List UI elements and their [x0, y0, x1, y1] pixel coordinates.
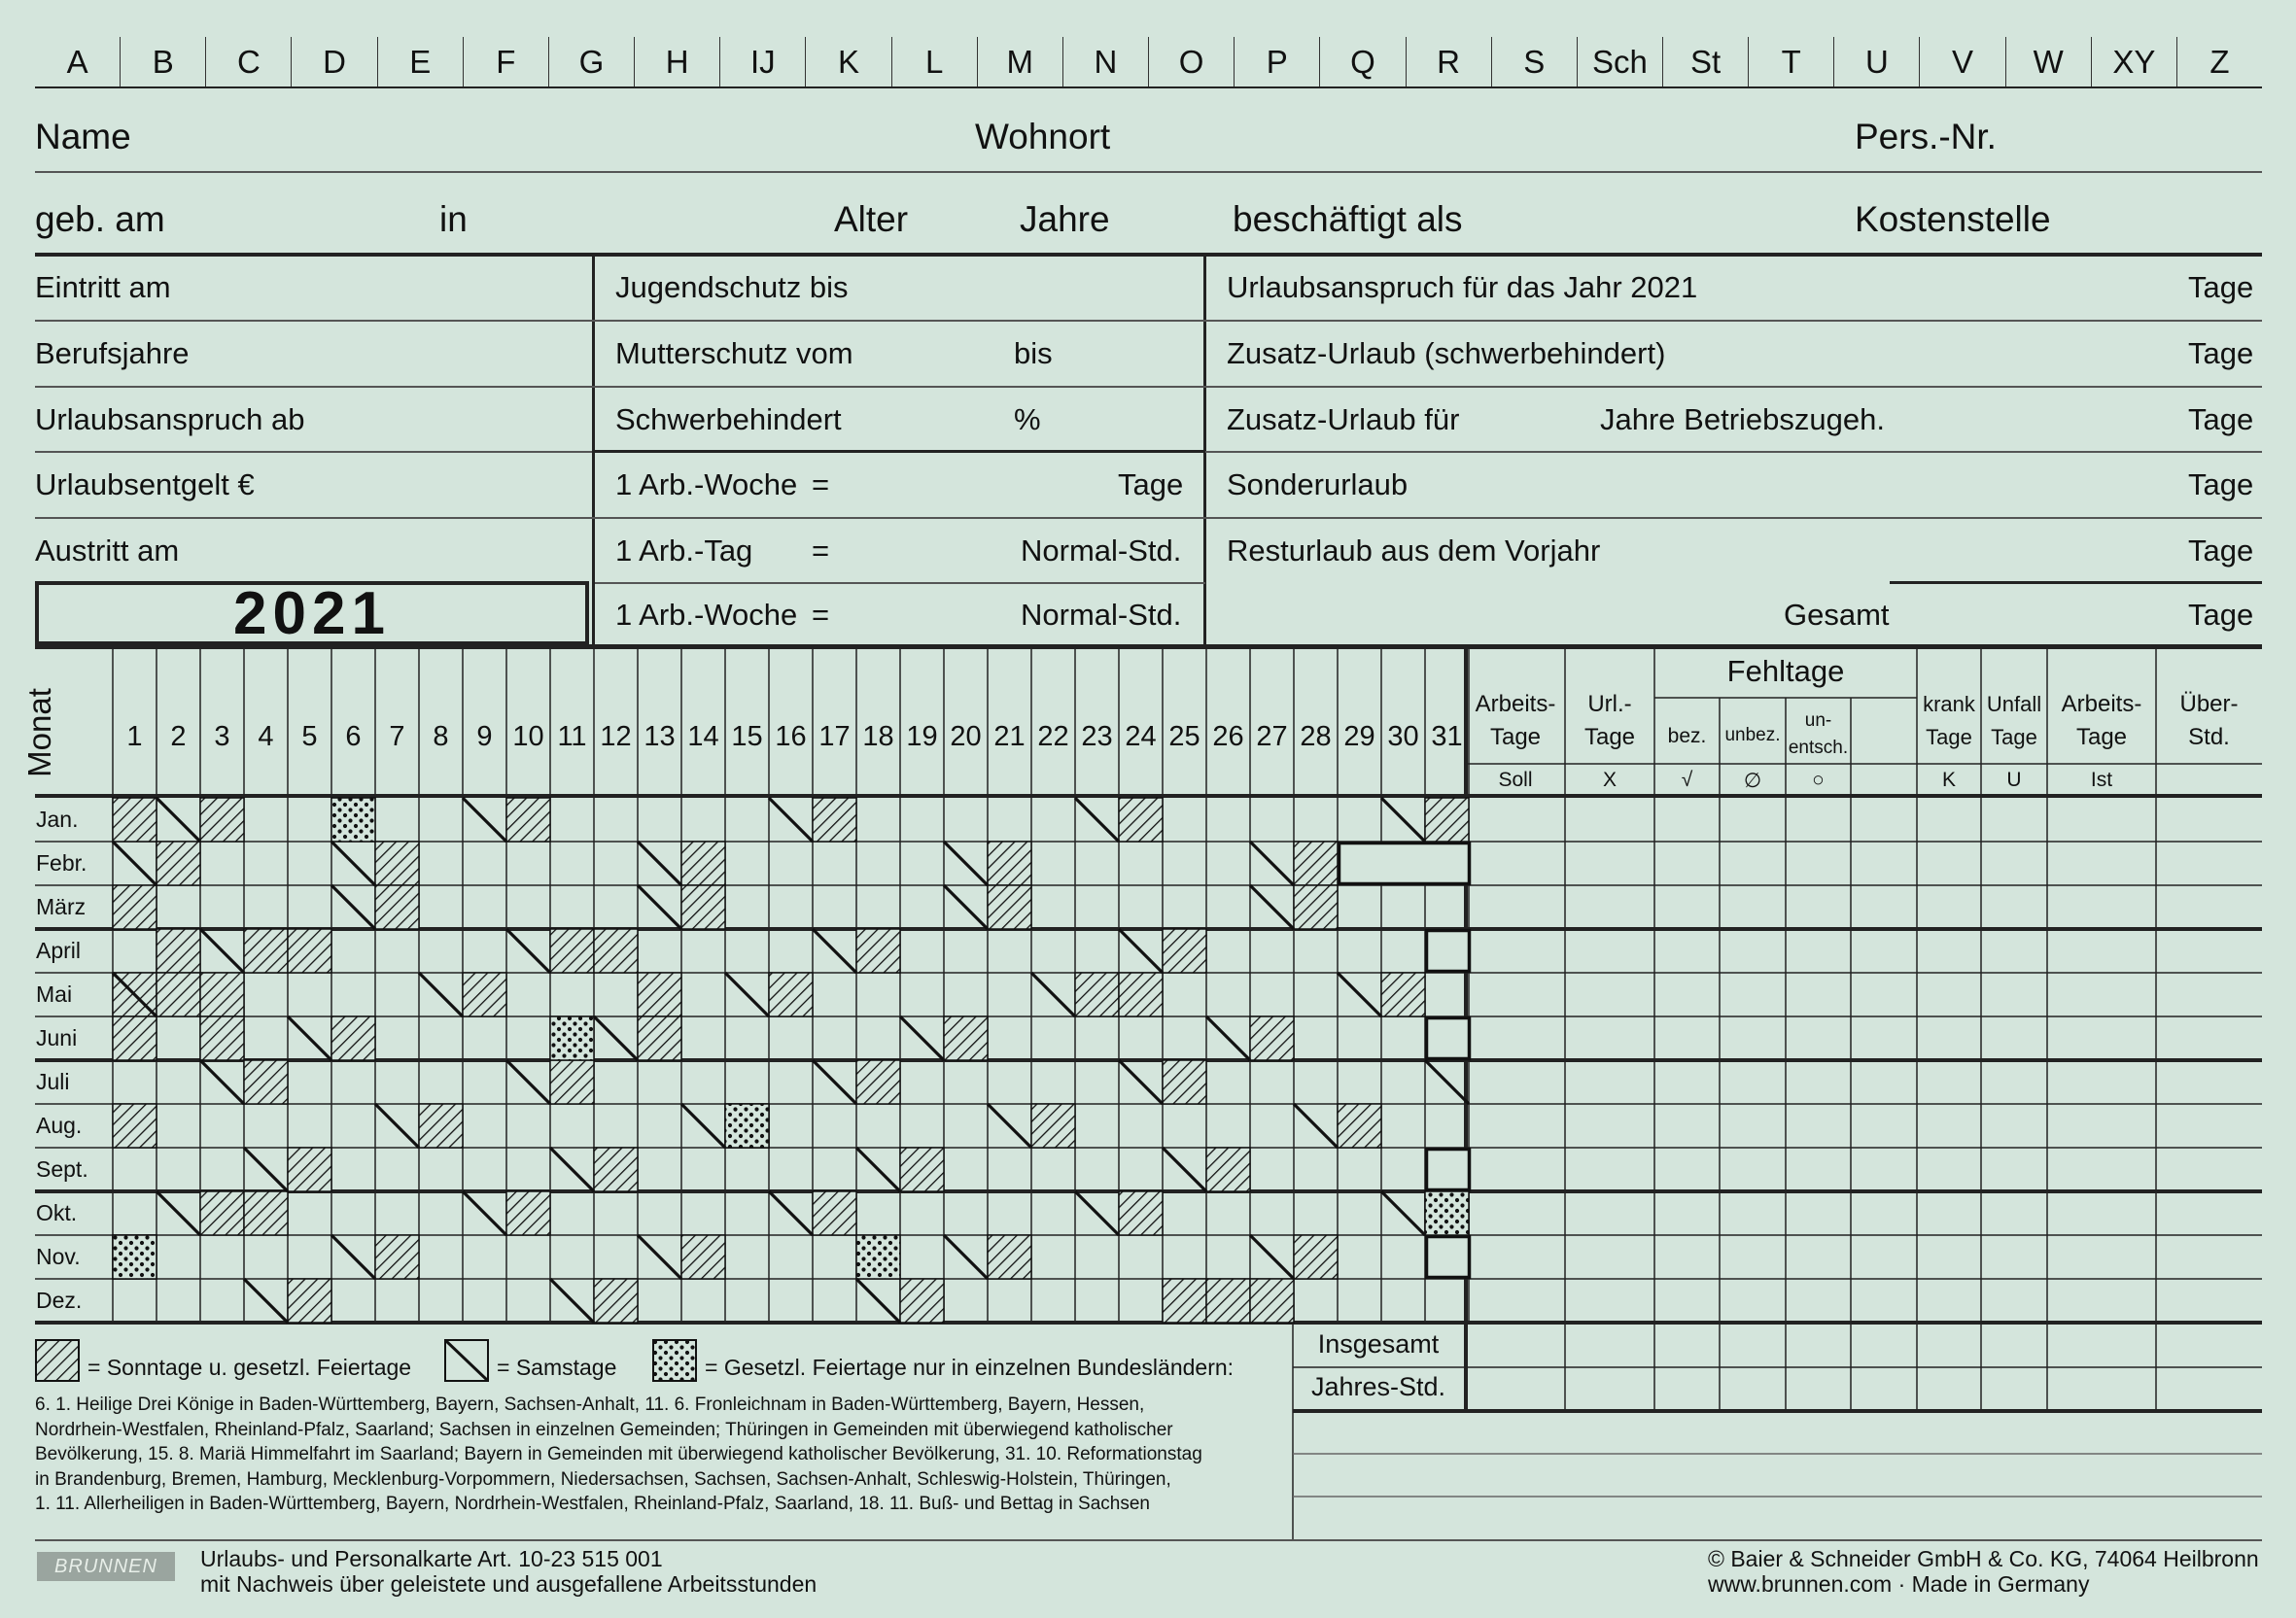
- alphabet-tab: L: [892, 37, 978, 86]
- percent-label: %: [1014, 402, 1041, 436]
- tage-unit: Tage: [2188, 336, 2254, 370]
- arbeitstage-ist-header: Arbeits- Tage: [2061, 691, 2142, 750]
- alphabet-tab: B: [121, 37, 206, 86]
- day-number: 6: [345, 721, 362, 752]
- saturday-cell: [856, 1279, 900, 1323]
- alphabet-tab: Q: [1320, 37, 1406, 86]
- saturday-cell: [638, 842, 681, 885]
- saturday-cell: [1163, 1148, 1206, 1191]
- day-number: 12: [600, 721, 632, 752]
- alphabet-tab: N: [1063, 37, 1149, 86]
- column-code: Ist: [2090, 769, 2113, 791]
- alphabet-tab: S: [1492, 37, 1578, 86]
- sunday-holiday-cell: [856, 929, 900, 973]
- saturday-cell: [288, 1016, 331, 1060]
- alphabet-tab: D: [292, 37, 377, 86]
- day-number: 24: [1125, 721, 1157, 752]
- eintritt-label: Eintritt am: [35, 270, 171, 304]
- column-code: ∅: [1743, 770, 1762, 792]
- month-name: Nov.: [36, 1244, 81, 1269]
- sunday-holiday-cell: [200, 973, 244, 1016]
- note-line: Bevölkerung, 15. 8. Mariä Himmelfahrt im Saarland; Bayern in Gemeinden mit überwiegend katholischer Bevölkerung, 31. 10. Reformationstag: [35, 1444, 1202, 1464]
- alphabet-tab: M: [978, 37, 1063, 86]
- regional-holiday-cell: [550, 1016, 594, 1060]
- sunday-holiday-cell: [594, 929, 638, 973]
- saturday-cell: [594, 1016, 638, 1060]
- saturday-cell: [1119, 1060, 1163, 1104]
- equals-sign: =: [812, 598, 830, 632]
- saturday-cell: [113, 842, 157, 885]
- footer-copyright: © Baier & Schneider GmbH & Co. KG, 74064 Heilbronn: [1708, 1546, 2259, 1571]
- saturday-cell: [988, 1104, 1031, 1148]
- column-code: X: [1602, 769, 1617, 791]
- saturday-cell: [157, 798, 200, 842]
- alphabet-tab: XY: [2092, 37, 2177, 86]
- nonexistent-day-cell: [1427, 1018, 1470, 1059]
- saturday-cell: [375, 1104, 419, 1148]
- footer-line2: mit Nachweis über geleistete und ausgefallene Arbeitsstunden: [200, 1571, 818, 1597]
- day-number: 29: [1343, 721, 1375, 752]
- saturday-cell: [1075, 1191, 1119, 1235]
- in-label: in: [439, 199, 468, 239]
- alphabet-tab: F: [464, 37, 549, 86]
- saturday-cell: [550, 1148, 594, 1191]
- url-tage-header: Url.- Tage: [1583, 691, 1636, 750]
- sunday-holiday-cell: [157, 973, 200, 1016]
- sunday-holiday-cell: [375, 1235, 419, 1279]
- saturday-cell: [200, 929, 244, 973]
- kostenstelle-label: Kostenstelle: [1855, 199, 2051, 239]
- regional-holiday-cell: [725, 1104, 769, 1148]
- sunday-holiday-cell: [200, 798, 244, 842]
- sunday-holiday-cell: [638, 973, 681, 1016]
- arbeitstage-soll-header: Arbeits- Tage: [1475, 691, 1556, 750]
- saturday-cell: [638, 1235, 681, 1279]
- saturday-cell: [506, 929, 550, 973]
- sunday-holiday-cell: [200, 1016, 244, 1060]
- saturday-cell: [200, 1060, 244, 1104]
- sunday-holiday-cell: [288, 1148, 331, 1191]
- note-line: 1. 11. Allerheiligen in Baden-Württemberg, Bayern, Nordrhein-Westfalen, Rheinland-Pfalz, Saarland, 18. 11. Buß- und Bettag in Sachsen: [35, 1494, 1150, 1514]
- ueberstunden-header: Über- Std.: [2179, 691, 2239, 750]
- brunnen-logo-text: BRUNNEN: [54, 1555, 157, 1577]
- arb-tag-label: 1 Arb.-Tag: [615, 534, 753, 568]
- tage-unit: Tage: [2188, 534, 2254, 568]
- alphabet-tab: C: [206, 37, 292, 86]
- regional-holiday-cell: [113, 1235, 157, 1279]
- unbez-header: unbez.: [1724, 725, 1781, 745]
- sunday-holiday-cell: [1250, 1016, 1294, 1060]
- day-number: 1: [126, 721, 143, 752]
- column-code: Soll: [1498, 769, 1533, 791]
- sunday-holiday-cell: [1294, 1235, 1338, 1279]
- alphabet-tab: U: [1834, 37, 1920, 86]
- legend-regional-text: = Gesetzl. Feiertage nur in einzelnen Bundesländern:: [705, 1355, 1235, 1380]
- krank-header: krank Tage: [1923, 692, 1975, 749]
- sunday-holiday-cell: [1119, 973, 1163, 1016]
- saturday-cell: [506, 1060, 550, 1104]
- alphabet-tab: R: [1407, 37, 1492, 86]
- day-number: 9: [476, 721, 493, 752]
- month-name: Jan.: [36, 807, 79, 832]
- footer-line1: Urlaubs- und Personalkarte Art. 10-23 515 001: [200, 1546, 663, 1571]
- alphabet-tab: V: [1920, 37, 2005, 86]
- jugendschutz-label: Jugendschutz bis: [615, 270, 849, 304]
- sunday-holiday-cell: [157, 929, 200, 973]
- saturday-cell: [944, 885, 988, 929]
- sunday-holiday-cell: [288, 929, 331, 973]
- alphabet-tab: O: [1149, 37, 1235, 86]
- sunday-holiday-cell: [1338, 1104, 1381, 1148]
- alphabet-tab: Z: [2209, 43, 2230, 80]
- saturday-cell: [1119, 929, 1163, 973]
- month-name: März: [36, 894, 87, 919]
- sunday-holiday-cell: [681, 885, 725, 929]
- sunday-holiday-cell: [1294, 842, 1338, 885]
- day-number: 7: [389, 721, 405, 752]
- alphabet-tab: A: [35, 37, 121, 86]
- bez-header: bez.: [1667, 725, 1707, 747]
- saturday-cell: [244, 1279, 288, 1323]
- fehltage-header: Fehltage: [1726, 654, 1845, 688]
- saturday-cell: [331, 1235, 375, 1279]
- saturday-cell: [1338, 973, 1381, 1016]
- monat-label: Monat: [20, 688, 57, 777]
- saturday-cell: [1425, 1060, 1469, 1104]
- saturday-cell: [1075, 798, 1119, 842]
- saturday-cell: [331, 885, 375, 929]
- saturday-cell: [900, 1016, 944, 1060]
- sunday-holiday-cell: [506, 1191, 550, 1235]
- tage-unit: Tage: [2188, 270, 2254, 304]
- nonexistent-day-cell: [1427, 1237, 1470, 1278]
- sunday-holiday-cell: [244, 1191, 288, 1235]
- name-label: Name: [35, 117, 131, 156]
- alphabet-tab: G: [549, 37, 635, 86]
- urlaubsentgelt-label: Urlaubsentgelt €: [35, 467, 255, 501]
- equals-sign: =: [812, 534, 830, 568]
- day-number: 11: [557, 721, 587, 752]
- legend-sunday-text: = Sonntage u. gesetzl. Feiertage: [87, 1355, 412, 1380]
- day-number: 27: [1256, 721, 1288, 752]
- sunday-holiday-cell: [1425, 798, 1469, 842]
- day-number: 30: [1387, 721, 1419, 752]
- alphabet-tab: H: [635, 37, 720, 86]
- sunday-holiday-cell: [900, 1279, 944, 1323]
- sunday-holiday-cell: [681, 1235, 725, 1279]
- arb-woche-2-label: 1 Arb.-Woche: [615, 598, 798, 632]
- legend-saturday-swatch: [444, 1339, 489, 1382]
- sunday-holiday-cell: [638, 1016, 681, 1060]
- urlaubsanspruch-ab-label: Urlaubsanspruch ab: [35, 402, 305, 436]
- column-code: K: [1941, 769, 1956, 791]
- saturday-cell: [463, 1191, 506, 1235]
- arb-woche-label: 1 Arb.-Woche: [615, 467, 798, 501]
- jahre-label: Jahre: [1020, 199, 1110, 239]
- month-name: Mai: [36, 981, 73, 1007]
- saturday-cell: [419, 973, 463, 1016]
- saturday-cell: [1294, 1104, 1338, 1148]
- nonexistent-day-cell: [1339, 843, 1470, 884]
- tage-unit: Tage: [2188, 402, 2254, 436]
- column-code: U: [2006, 769, 2022, 791]
- sunday-holiday-cell: [463, 973, 506, 1016]
- day-number: 5: [301, 721, 318, 752]
- saturday-cell: [1250, 842, 1294, 885]
- alphabet-tab: Sch: [1578, 37, 1663, 86]
- sunday-holiday-cell: [244, 929, 288, 973]
- sunday-holiday-cell: [113, 1016, 157, 1060]
- saturday-cell: [550, 1279, 594, 1323]
- monat-label-container: [20, 671, 78, 787]
- day-number: 28: [1300, 721, 1332, 752]
- day-number: 8: [433, 721, 449, 752]
- saturday-cell: [1381, 798, 1425, 842]
- mutterschutz-bis-label: bis: [1014, 336, 1053, 370]
- sunday-holiday-cell: [856, 1060, 900, 1104]
- month-name: Dez.: [36, 1288, 83, 1313]
- month-name: Juni: [36, 1025, 78, 1050]
- saturday-cell: [813, 1060, 856, 1104]
- saturday-cell: [769, 798, 813, 842]
- saturday-cell: [244, 1148, 288, 1191]
- day-number: 2: [170, 721, 187, 752]
- day-number: 15: [731, 721, 763, 752]
- alphabet-tab: P: [1235, 37, 1320, 86]
- saturday-cell: [813, 929, 856, 973]
- arb-woche-normal-label: Normal-Std.: [1021, 598, 1182, 632]
- day-number: 4: [258, 721, 274, 752]
- legend-regional-swatch: [652, 1339, 697, 1382]
- zusatz-urlaub-sb-label: Zusatz-Urlaub (schwerbehindert): [1227, 336, 1666, 370]
- day-number: 22: [1037, 721, 1069, 752]
- regional-holiday-cell: [1425, 1191, 1469, 1235]
- betriebszugeh-label: Jahre Betriebszugeh.: [1600, 402, 1885, 436]
- gesamt-label: Gesamt: [1784, 598, 1890, 632]
- zusatz-urlaub-fuer-label: Zusatz-Urlaub für: [1227, 402, 1460, 436]
- month-name: April: [36, 938, 82, 963]
- urlaubsanspruch-jahr-label: Urlaubsanspruch für das Jahr 2021: [1227, 270, 1698, 304]
- nonexistent-day-cell: [1427, 1150, 1470, 1190]
- sunday-holiday-cell: [550, 929, 594, 973]
- sunday-holiday-cell: [900, 1148, 944, 1191]
- sunday-holiday-cell: [1206, 1148, 1250, 1191]
- alter-label: Alter: [834, 199, 909, 239]
- sunday-holiday-cell: [594, 1148, 638, 1191]
- sunday-holiday-cell: [1206, 1279, 1250, 1323]
- sunday-holiday-cell: [1294, 885, 1338, 929]
- legend-saturday-text: = Samstage: [497, 1355, 617, 1380]
- day-number: 19: [906, 721, 938, 752]
- alphabet-tab: K: [806, 37, 891, 86]
- day-number: 21: [993, 721, 1026, 752]
- regional-holiday-cell: [856, 1235, 900, 1279]
- day-number: 31: [1431, 721, 1463, 752]
- beschaeftigt-label: beschäftigt als: [1233, 199, 1463, 239]
- jahres-std-label: Jahres-Std.: [1310, 1372, 1446, 1401]
- year-value: 2021: [233, 579, 391, 647]
- sunday-holiday-cell: [419, 1104, 463, 1148]
- saturday-cell: [944, 1235, 988, 1279]
- saturday-cell: [1031, 973, 1075, 1016]
- brunnen-logo: [37, 1552, 175, 1581]
- alphabet-tab: St: [1663, 37, 1749, 86]
- holiday-note: [35, 1393, 1279, 1517]
- berufsjahre-label: Berufsjahre: [35, 336, 190, 370]
- sunday-holiday-cell: [988, 842, 1031, 885]
- sunday-holiday-cell: [813, 1191, 856, 1235]
- saturday-cell: [1250, 885, 1294, 929]
- equals-sign: =: [812, 467, 830, 501]
- saturday-cell: [1381, 1191, 1425, 1235]
- saturday-cell: [944, 842, 988, 885]
- note-line: in Brandenburg, Bremen, Hamburg, Mecklenburg-Vorpommern, Niedersachsen, Sachsen, Sachsen-Anhalt, Schleswig-Holstein, Thüringen,: [35, 1468, 1171, 1490]
- sunday-holiday-cell: [594, 1279, 638, 1323]
- alphabet-tab: IJ: [720, 37, 806, 86]
- note-line: 6. 1. Heilige Drei Könige in Baden-Württemberg, Bayern, Sachsen-Anhalt, 11. 6. Fronleichnam in Baden-Württemberg, Bayern, Hessen,: [35, 1394, 1145, 1415]
- saturday-cell: [157, 1191, 200, 1235]
- day-number: 25: [1168, 721, 1200, 752]
- resturlaub-label: Resturlaub aus dem Vorjahr: [1227, 534, 1601, 568]
- unfall-header: Unfall Tage: [1986, 692, 2042, 749]
- sunday-holiday-cell: [1250, 1279, 1294, 1323]
- saturday-cell: [638, 885, 681, 929]
- tage-unit: Tage: [2188, 467, 2254, 501]
- day-number: 18: [862, 721, 894, 752]
- month-name: Okt.: [36, 1200, 78, 1225]
- saturday-cell: [463, 798, 506, 842]
- sunday-holiday-cell: [988, 885, 1031, 929]
- month-name: Sept.: [36, 1156, 88, 1182]
- geb-am-label: geb. am: [35, 199, 165, 239]
- sunday-holiday-cell: [331, 1016, 375, 1060]
- sunday-holiday-cell: [157, 842, 200, 885]
- day-number: 13: [644, 721, 676, 752]
- month-name: Febr.: [36, 850, 87, 876]
- saturday-cell: [681, 1104, 725, 1148]
- month-name: Aug.: [36, 1113, 83, 1138]
- day-number: 17: [818, 721, 851, 752]
- sunday-holiday-cell: [375, 885, 419, 929]
- wohnort-label: Wohnort: [975, 117, 1111, 156]
- month-name: Juli: [36, 1069, 70, 1094]
- footer-web: www.brunnen.com · Made in Germany: [1708, 1571, 2090, 1597]
- sunday-holiday-cell: [1163, 1060, 1206, 1104]
- sunday-holiday-cell: [200, 1191, 244, 1235]
- day-number: 10: [512, 721, 544, 752]
- saturday-cell: [769, 1191, 813, 1235]
- tage-unit: Tage: [2188, 598, 2254, 632]
- sunday-holiday-cell: [550, 1060, 594, 1104]
- sunday-holiday-cell: [944, 1016, 988, 1060]
- sunday-holiday-cell: [375, 842, 419, 885]
- saturday-cell: [331, 842, 375, 885]
- sunday-holiday-cell: [1031, 1104, 1075, 1148]
- column-code: √: [1681, 769, 1693, 791]
- mutterschutz-label: Mutterschutz vom: [615, 336, 853, 370]
- sunday-holiday-cell: [1119, 798, 1163, 842]
- alphabet-tab: T: [1749, 37, 1834, 86]
- sunday-holiday-cell: [244, 1060, 288, 1104]
- sunday-holiday-cell: [1075, 973, 1119, 1016]
- insgesamt-label: Insgesamt: [1317, 1329, 1440, 1359]
- sunday-holiday-cell: [113, 885, 157, 929]
- arb-tag-normal-label: Normal-Std.: [1021, 534, 1182, 568]
- arb-woche-tage-label: Tage: [1118, 467, 1184, 501]
- day-number: 14: [687, 721, 719, 752]
- saturday-cell: [856, 1148, 900, 1191]
- alphabet-tab: W: [2006, 37, 2092, 86]
- sunday-holiday-cell: [113, 798, 157, 842]
- note-line: Nordrhein-Westfalen, Rheinland-Pfalz, Saarland; Sachsen in einzelnen Gemeinden; Thüringen in Gemeinden mit überwiegend katholischer: [35, 1419, 1173, 1440]
- saturday-cell: [1206, 1016, 1250, 1060]
- sunday-holiday-cell: [681, 842, 725, 885]
- sunday-holiday-cell: [1119, 1191, 1163, 1235]
- sunday-holiday-cell: [988, 1235, 1031, 1279]
- day-number: 3: [214, 721, 230, 752]
- sunday-holiday-cell: [1163, 1279, 1206, 1323]
- sunday-holiday-cell: [1381, 973, 1425, 1016]
- sonderurlaub-label: Sonderurlaub: [1227, 467, 1409, 501]
- sunday-holiday-cell: [813, 798, 856, 842]
- saturday-cell: [725, 973, 769, 1016]
- day-number: 23: [1081, 721, 1113, 752]
- day-number: 16: [775, 721, 807, 752]
- unentsch-header: un- entsch.: [1788, 710, 1849, 758]
- sunday-holiday-cell: [113, 1104, 157, 1148]
- schwerbehindert-label: Schwerbehindert: [615, 402, 842, 436]
- day-number: 20: [950, 721, 982, 752]
- alphabet-tab: E: [378, 37, 464, 86]
- sunday-holiday-cell: [769, 973, 813, 1016]
- column-code: ○: [1812, 769, 1825, 791]
- regional-holiday-cell: [331, 798, 375, 842]
- sunday-holiday-cell: [1163, 929, 1206, 973]
- austritt-label: Austritt am: [35, 534, 180, 568]
- legend-sunday-swatch: [35, 1339, 80, 1382]
- sunday-holiday-cell: [288, 1279, 331, 1323]
- day-number: 26: [1212, 721, 1244, 752]
- sunday-holiday-cell: [506, 798, 550, 842]
- saturday-cell: [1250, 1235, 1294, 1279]
- persnr-label: Pers.-Nr.: [1855, 117, 1997, 156]
- nonexistent-day-cell: [1427, 931, 1470, 972]
